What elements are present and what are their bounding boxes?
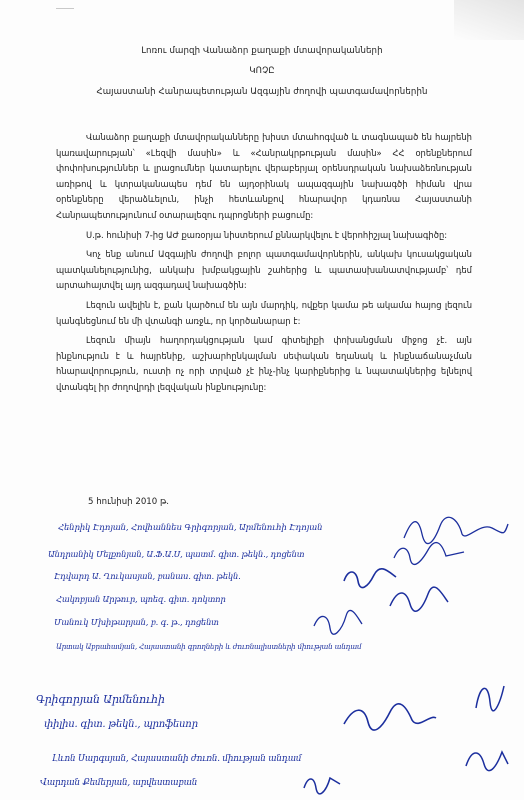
handwritten-signature [386, 586, 452, 614]
signature-line: Մանուկ Մխիթարյան, բ. գ. թ., դոցենտ [54, 617, 219, 627]
signature-line: Լևոն Սարգսյան, Հայաստանի ժուռն. միության անդամ [52, 754, 302, 764]
handwritten-signature [462, 744, 512, 774]
signature-line: Արտակ Աբրահամյան, Հայաստանի գրողների և ժուռնալիստների միության անդամ [56, 642, 362, 651]
paragraph: Կոչ ենք անում Ազգային ժողովի բոլոր պատգամավորներին, անկախ կուսակցական պատկանելությունից, անկախ խմբակցային շահերից և պատասխանատվությամբ՝ դեմ արտահայտվել այդ ազգադավ նախագծին: [56, 249, 472, 291]
signature-line: Հենրիկ Էդոյան, Հովհաննես Գրիգորյան, Արմենուհի Էդոյան [58, 523, 323, 533]
letter-author-line: Լոռու մարզի Վանաձոր քաղաքի մտավորականների [141, 46, 383, 56]
signature-line: Հակոբյան Արթուր, պոեզ. գիտ. դոկտոր [56, 594, 226, 604]
paragraph: Ս.թ. հունիսի 7-ից ԱԺ քառօրյա նիստերում քննարկվելու է վերոհիշյալ նախագիծը: [86, 229, 448, 240]
paragraph: Լեզուն միայն հաղորդակցության կամ գիտելիքի փոխանցման միջոց չէ. այն ինքնություն է և հայրենիք, աշխարհընկալման սեփական եղանակ և ինքնաճանաչման հնարավորություն, ուստի ոչ որի տրված չէ ինչ-ինչ կարիքներից և նպատակներից ելնելով վտանգել իր ժողովրդի լեզվական ինքնությունը: [56, 335, 472, 392]
handwritten-signature [300, 770, 344, 796]
handwritten-signature [390, 540, 470, 568]
letter-date: 5 հունիսի 2010 թ. [88, 497, 170, 507]
letter-title: ԿՈՉԸ [249, 66, 275, 76]
handwritten-signature [340, 700, 440, 736]
paragraph: Լեզուն ավելին է, քան կարծում են այն մարդիկ, ովքեր կամա թե ակամա հայոց լեզուն կանգնեցնում են մի վտանգի առջև, որ կործանարար է: [56, 299, 472, 326]
letter-addressee: Հայաստանի Հանրապետության Ազգային ժողովի պատգամավորներին [96, 87, 428, 97]
handwritten-signature [470, 678, 510, 714]
paragraph: Վանաձոր քաղաքի մտավորականները խիստ մտահոգված և տագնապած են հայրենի կառավարության՝ «Լեզվի մասին» և «Հանրակրթության մասին» ՀՀ օրենքներում փոփոխություններ և լրացումներ կատարելու վերաբերյալ օրենսդրական նախաձեռնության առիթով և կտրականապես դեմ են այդօրինակ ապազգային նախագծի հիման վրա օրենքները վերաձևելուն, ինչի հետևանքով հնարավոր կդառնա Հայաստանի Հանրապետությունում օտարալեզու դպրոցների բացումը: [56, 132, 472, 220]
signature-line: Վարդան Քեմերյան, արվեստաբան [40, 778, 198, 788]
signature-line: Էդվարդ Ա. Ղուկասյան, բանաս. գիտ. թեկն. [54, 571, 241, 581]
signature-line: փիլիս. գիտ. թեկն., պրոֆեսոր [44, 719, 198, 730]
signature-line: Անդրանիկ Մելքոնյան, Ա.Ֆ.Ա.Ս, պատմ. գիտ. թեկն., դոցենտ [48, 549, 305, 559]
signature-line: Գրիգորյան Արմենուհի [36, 693, 165, 706]
handwritten-signature [310, 608, 366, 636]
